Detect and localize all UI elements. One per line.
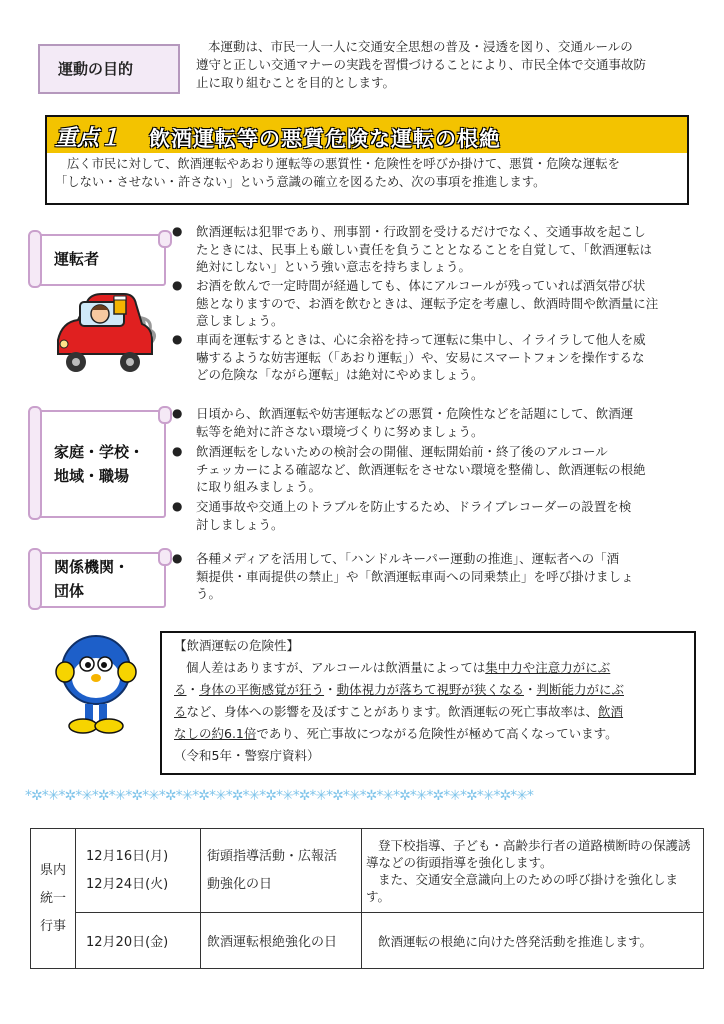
driver-bullet [172, 277, 692, 330]
underlined-run: 集中力や注意力がにぶ [485, 660, 611, 675]
purpose-line: 本運動は、市民一人一人に交通安全思想の普及・浸透を図り、交通ルールの [208, 39, 633, 54]
purpose-text [196, 38, 696, 92]
event-detail: す。 [366, 888, 391, 904]
driver-label: 運転者 [54, 250, 100, 268]
community-bullet-text [196, 405, 692, 440]
community-bullet-text [196, 443, 692, 496]
key-point-1-line: 広く市民に対して、飲酒運転やあおり運転等の悪質性・危険性を呼びか掛けて、悪質・危険な運転を [67, 157, 620, 171]
event-activity: 街頭指導活動・広報活 [207, 848, 338, 864]
underlined-run: 身体の平衡感覚が狂う [199, 682, 325, 697]
agencies-bullet [172, 550, 692, 603]
text-run: など、身体への影響を及ぼすことがあります。飲酒運転の死亡事故率は、 [186, 704, 599, 719]
underlined-run: 判断能力がにぶ [536, 682, 624, 697]
driver-bullet-text [196, 277, 692, 330]
text-run: 個人差はありますが、アルコールは飲酒量によっては [186, 660, 486, 675]
bullet-dot-icon: ● [172, 499, 183, 513]
bullet-dot-icon: ● [172, 406, 183, 420]
scroll-curl-right [158, 406, 172, 424]
text-run: ・ [324, 682, 337, 697]
text-run: ・ [186, 682, 200, 697]
event-date: 12月20日(金) [86, 935, 169, 950]
text-line: チェッカーによる確認など、飲酒運転をさせない環境を整備し、飲酒運転の根絶 [196, 461, 646, 477]
text-line: 日頃から、飲酒運転や妨害運転などの悪質・危険性などを話題にして、飲酒運 [196, 406, 634, 421]
event-detail: 導などの街頭指導を強化します。 [366, 854, 553, 870]
text-line: に取り組みましょう。 [196, 479, 322, 494]
purpose-label-box [38, 44, 180, 94]
event-dates-cell [76, 913, 201, 969]
danger-line [174, 701, 686, 723]
side-label-line: 行事 [39, 918, 66, 934]
text-line: たときには、民事上も厳しい責任を負うこととなることを自覚して、「飲酒運転は [196, 241, 653, 257]
text-line: 交通事故や交通上のトラブルを防止するため、ドライブレコーダーの設置を検 [196, 499, 632, 514]
scroll-curl-left [28, 548, 42, 610]
agencies-label-scroll [34, 552, 166, 608]
text-line: 各種メディアを活用して、「ハンドルキーパー運動の推進」、運転者への「酒 [196, 551, 620, 566]
danger-line [174, 657, 686, 679]
key-point-1-line: 「しない・させない・許さない」という意識の確立を図るため、次の事項を推進します。 [55, 175, 546, 189]
event-detail: 登下校指導、子ども・高齢歩行者の道路横断時の保護誘 [378, 837, 691, 853]
danger-source: （令和5年・警察庁資料） [174, 748, 320, 763]
event-detail: 飲酒運転の根絶に向けた啓発活動を推進します。 [378, 933, 653, 949]
key-point-1-number: 重点１ [55, 126, 122, 151]
text-line: 転等を絶対に許さない環境づくりに努めましょう。 [196, 423, 484, 439]
driver-bullet-text [196, 223, 692, 276]
purpose-line: 止に取り組むことを目的とします。 [196, 75, 396, 90]
text-line: お酒を飲んで一定時間が経過しても、体にアルコールが残っていれば酒気帯び状 [196, 278, 646, 293]
danger-heading: 【飲酒運転の危険性】 [174, 638, 300, 653]
blue-mascot-illustration [55, 626, 137, 736]
community-bullet [172, 443, 692, 496]
events-side-label [31, 829, 76, 969]
table-row [31, 913, 704, 969]
text-line: 絶対にしない」という強い意志を持ちましょう。 [196, 259, 472, 274]
purpose-line: 遵守と正しい交通マナーの実践を習慣づけることにより、市民全体で交通事故防 [196, 57, 647, 72]
event-dates-cell [76, 829, 201, 913]
underlined-run: 動体視力が落ちて視野が狭くなる [336, 682, 524, 697]
scroll-curl-left [28, 230, 42, 288]
underlined-run: る [174, 682, 187, 697]
label-line: 地域・職場 [54, 467, 130, 485]
driver-label-scroll [34, 234, 166, 286]
label-line: 関係機関・ [54, 558, 130, 576]
bullet-dot-icon: ● [172, 444, 183, 458]
key-point-1-text [55, 155, 683, 191]
community-bullet [172, 498, 692, 533]
snowflake-divider: *✲*✳*✲*✳*✲*✳*✲*✳*✲*✳*✲*✳*✲*✳*✲*✳*✲*✳*✲*✳*✲*✳*✲*✳*✲*✳*✲*✳*✲*✳* [25, 788, 533, 804]
event-details-cell [362, 913, 704, 969]
driver-bullet [172, 331, 692, 384]
event-activity: 飲酒運転根絶強化の日 [207, 935, 338, 950]
text-run: であり、死亡事故につながる危険性が極めて高くなっています。 [256, 726, 618, 741]
community-bullet [172, 405, 692, 440]
community-label-scroll [34, 410, 166, 518]
danger-text [174, 635, 686, 767]
text-line: どの危険な「ながら運転」は絶対にやめましょう。 [196, 367, 484, 382]
text-line: 飲酒運転をしないための検討会の開催、運転開始前・終了後のアルコール [196, 444, 608, 459]
text-line: 態となりますので、お酒を飲むときは、運転予定を考慮し、飲酒時間や飲酒量に注 [196, 295, 659, 311]
text-line: 車両を運転するときは、心に余裕を持って運転に集中し、イライラして他人を威 [196, 332, 646, 347]
key-point-1-title: 飲酒運転等の悪質危険な運転の根絶 [149, 127, 501, 151]
text-line: 飲酒運転は犯罪であり、刑事罰・行政罰を受けるだけでなく、交通事故を起こし [196, 224, 646, 239]
bullet-dot-icon: ● [172, 332, 183, 346]
community-label [54, 440, 144, 488]
event-date: 12月16日(月) [86, 848, 169, 864]
agencies-bullet-text [196, 550, 692, 603]
text-line: 意しましょう。 [196, 313, 284, 328]
drunk-driver-car-illustration [50, 292, 168, 374]
label-line: 団体 [54, 582, 85, 600]
table-row [31, 829, 704, 913]
scroll-curl-left [28, 406, 42, 520]
purpose-label: 運動の目的 [58, 60, 134, 78]
text-line: 討しましょう。 [196, 516, 284, 532]
driver-bullet-text [196, 331, 692, 384]
text-line: う。 [196, 586, 222, 601]
event-activity-cell [201, 913, 362, 969]
event-activity-cell [201, 829, 362, 913]
label-line: 家庭・学校・ [54, 443, 145, 461]
underlined-run: なしの約6.1倍 [174, 726, 257, 741]
danger-line [174, 679, 686, 701]
community-bullet-text [196, 498, 692, 533]
drunk-driving-danger-box [160, 631, 696, 775]
bullet-dot-icon: ● [172, 551, 183, 565]
text-line: 嚇するような妨害運転（「あおり運転」）や、安易にスマートフォンを操作するな [196, 349, 645, 365]
agencies-label [54, 555, 129, 603]
scroll-curl-right [158, 548, 172, 566]
scroll-curl-right [158, 230, 172, 248]
event-detail: また、交通安全意識向上のための呼び掛けを強化しま [378, 871, 679, 887]
underlined-run: る [174, 704, 187, 719]
events-table [30, 828, 704, 969]
underlined-run: 飲酒 [598, 704, 624, 719]
event-details-cell [362, 829, 704, 913]
key-point-1-header [47, 117, 687, 153]
event-date: 12月24日(火) [86, 876, 169, 892]
bullet-dot-icon: ● [172, 224, 183, 238]
text-line: 類提供・車両提供の禁止」や「飲酒運転車両への同乗禁止」を呼び掛けましょ [196, 568, 634, 584]
key-point-1-box [45, 115, 689, 205]
text-run: ・ [523, 682, 537, 697]
side-label-line: 統一 [39, 890, 66, 906]
bullet-dot-icon: ● [172, 278, 183, 292]
danger-line [174, 723, 686, 745]
side-label-line: 県内 [39, 862, 66, 878]
event-activity: 動強化の日 [207, 876, 273, 892]
driver-bullet [172, 223, 692, 276]
